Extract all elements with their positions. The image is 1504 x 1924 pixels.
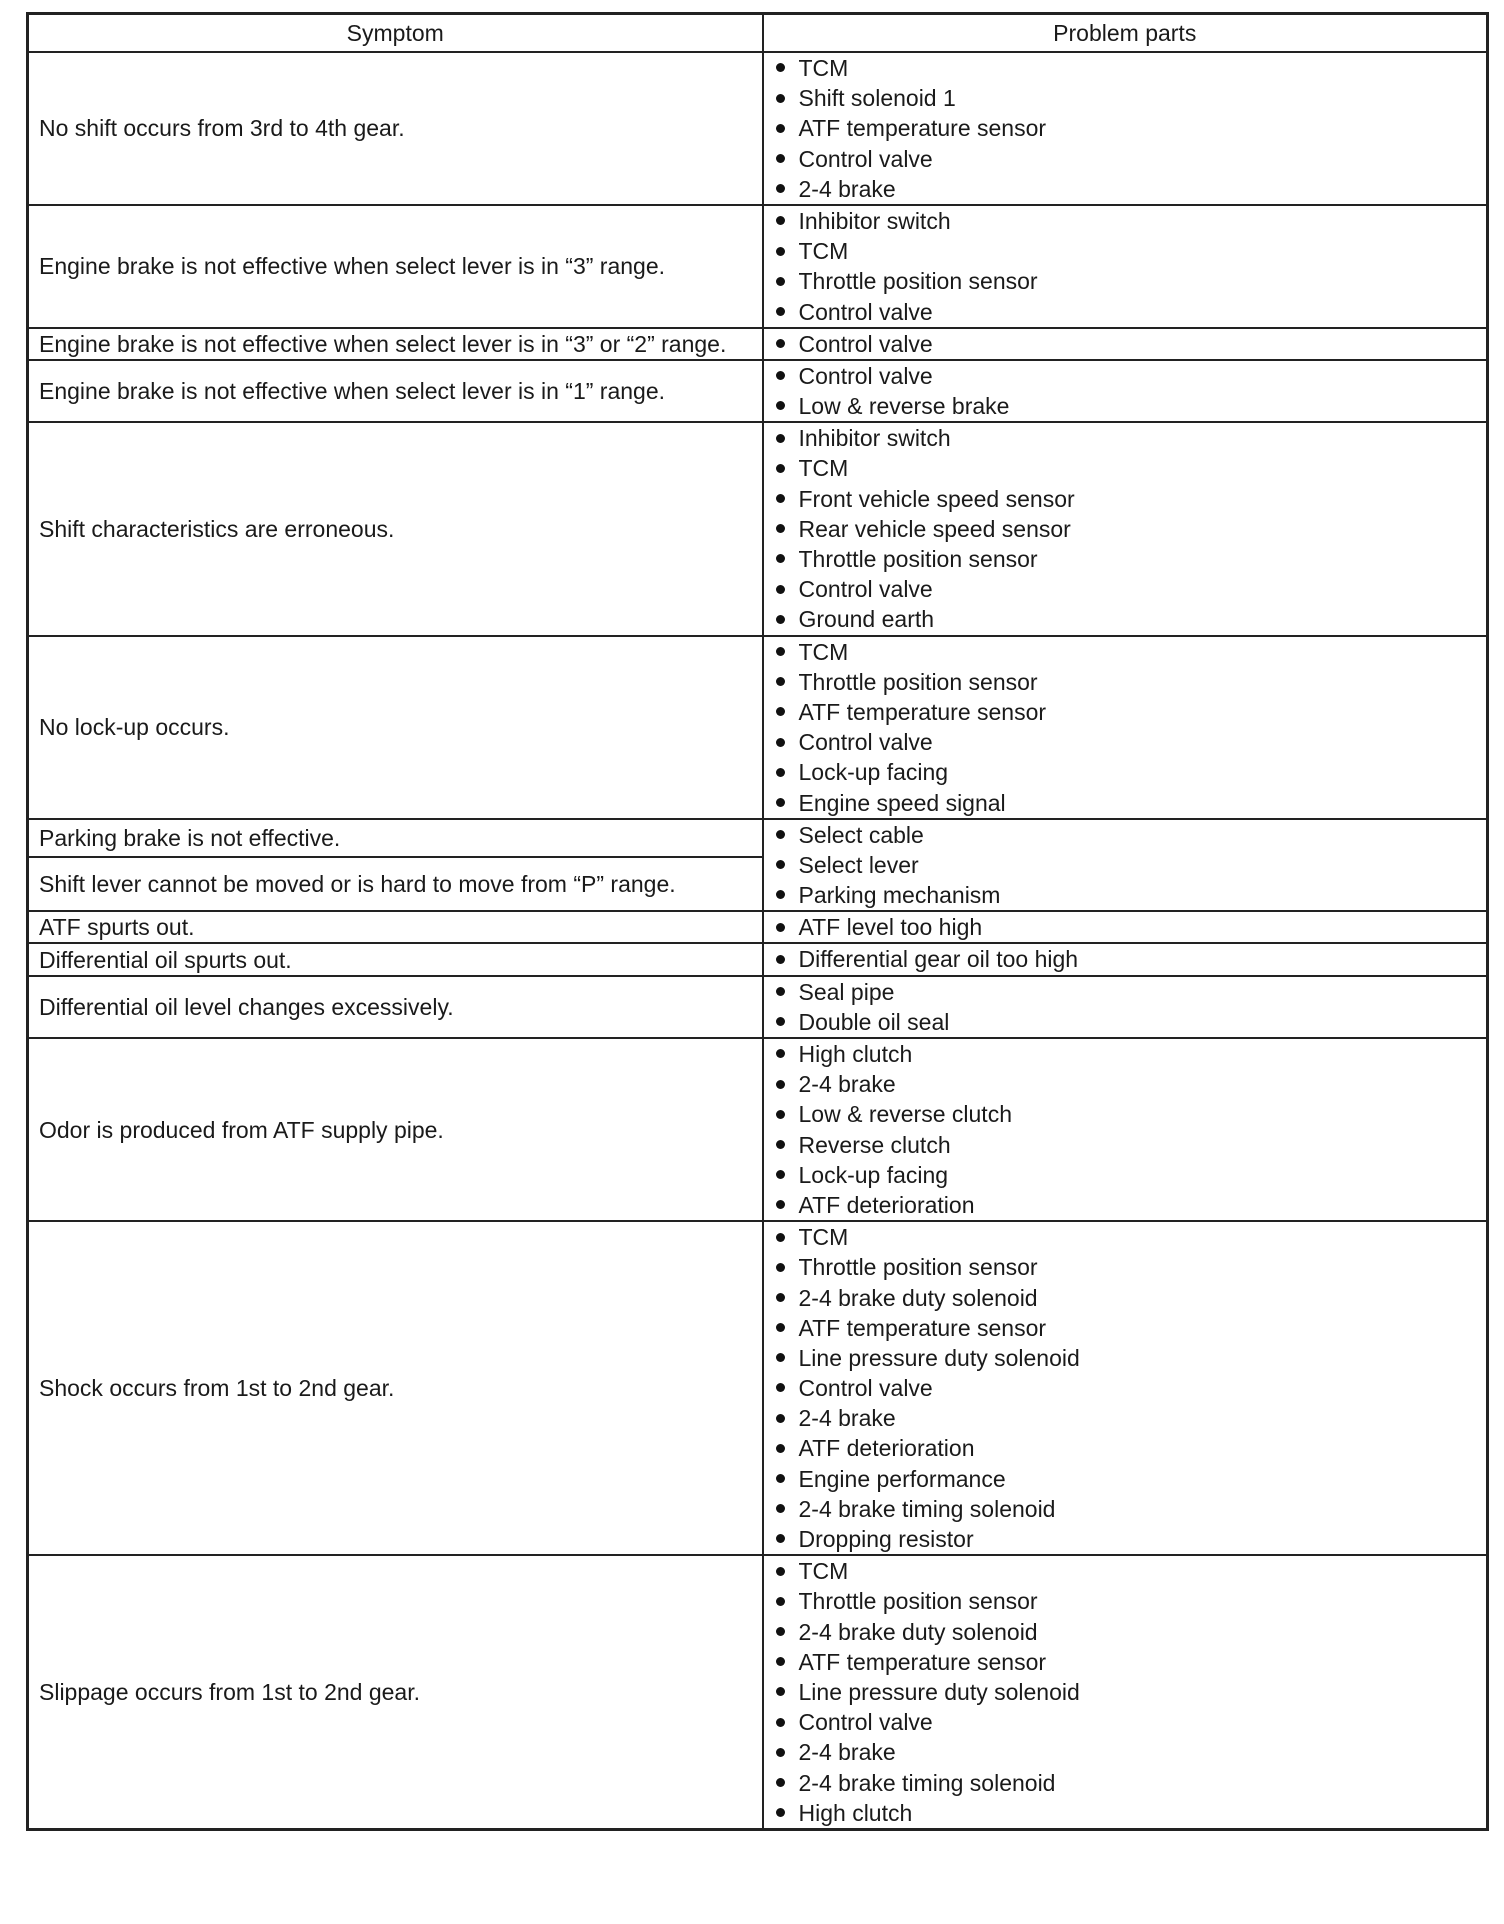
problem-part-item: ATF deterioration [772,1433,1479,1463]
table-row [28,976,1488,1038]
symptom-header: Symptom [28,14,763,53]
problem-part-item: Line pressure duty solenoid [772,1677,1479,1707]
problem-part-item: Control valve [772,361,1479,391]
problem-part-item: Inhibitor switch [772,423,1479,453]
problem-part-item: Control valve [772,1707,1479,1737]
symptom-cell: Shift characteristics are erroneous. [28,422,763,635]
problem-parts-list [772,1222,1479,1554]
problem-parts-list [772,1039,1479,1220]
problem-parts-list [772,329,1479,359]
problem-parts-cell [763,1038,1488,1221]
problem-part-item: Throttle position sensor [772,1586,1479,1616]
problem-parts-cell [763,636,1488,819]
table-row [28,328,1488,360]
problem-part-item: Dropping resistor [772,1524,1479,1554]
problem-part-item: 2-4 brake [772,1069,1479,1099]
table-row [28,1221,1488,1555]
problem-part-item: Lock-up facing [772,1160,1479,1190]
problem-part-item: Throttle position sensor [772,266,1479,296]
problem-part-item: Inhibitor switch [772,206,1479,236]
problem-parts-cell [763,1221,1488,1555]
problem-part-item: TCM [772,453,1479,483]
problem-parts-cell [763,976,1488,1038]
problem-parts-list [772,53,1479,204]
problem-part-item: TCM [772,1222,1479,1252]
symptom-cell: Slippage occurs from 1st to 2nd gear. [28,1555,763,1829]
problem-parts-cell [763,819,1488,912]
problem-part-item: Control valve [772,727,1479,757]
problem-parts-cell [763,205,1488,328]
symptom-cell: Shock occurs from 1st to 2nd gear. [28,1221,763,1555]
problem-parts-cell [763,943,1488,975]
problem-part-item: Ground earth [772,604,1479,634]
problem-parts-list [772,944,1479,974]
problem-parts-list [772,1556,1479,1828]
table-row [28,1038,1488,1221]
problem-part-item: TCM [772,53,1479,83]
problem-parts-list [772,977,1479,1037]
problem-part-item: Control valve [772,144,1479,174]
problem-parts-list [772,206,1479,327]
table-row [28,422,1488,635]
problem-part-item: 2-4 brake duty solenoid [772,1617,1479,1647]
symptom-cell: ATF spurts out. [28,911,763,943]
problem-part-item: Reverse clutch [772,1130,1479,1160]
table-body [28,52,1488,1829]
problem-part-item: Line pressure duty solenoid [772,1343,1479,1373]
problem-part-item: Low & reverse brake [772,391,1479,421]
troubleshooting-table [26,12,1489,1831]
symptom-cell: Differential oil level changes excessively. [28,976,763,1038]
problem-part-item: 2-4 brake [772,1737,1479,1767]
problem-part-item: ATF temperature sensor [772,1313,1479,1343]
problem-part-item: Throttle position sensor [772,1252,1479,1282]
problem-part-item: Engine performance [772,1464,1479,1494]
problem-part-item: ATF temperature sensor [772,113,1479,143]
problem-part-item: Control valve [772,329,1479,359]
problem-parts-cell [763,52,1488,205]
problem-part-item: Lock-up facing [772,757,1479,787]
problem-part-item: Low & reverse clutch [772,1099,1479,1129]
problem-part-item: Select cable [772,820,1479,850]
problem-part-item: TCM [772,236,1479,266]
problem-part-item: ATF temperature sensor [772,697,1479,727]
problem-parts-header: Problem parts [763,14,1488,53]
problem-part-item: ATF temperature sensor [772,1647,1479,1677]
problem-part-item: 2-4 brake duty solenoid [772,1283,1479,1313]
table-row [28,636,1488,819]
problem-part-item: 2-4 brake timing solenoid [772,1494,1479,1524]
header-row [28,14,1488,53]
symptom-cell: Engine brake is not effective when select lever is in “3” or “2” range. [28,328,763,360]
problem-part-item: Double oil seal [772,1007,1479,1037]
problem-part-item: Control valve [772,1373,1479,1403]
problem-part-item: 2-4 brake [772,174,1479,204]
problem-parts-cell [763,360,1488,422]
problem-parts-cell [763,422,1488,635]
problem-part-item: Front vehicle speed sensor [772,484,1479,514]
symptom-cell: No shift occurs from 3rd to 4th gear. [28,52,763,205]
problem-parts-list [772,912,1479,942]
symptom-cell: Engine brake is not effective when select lever is in “1” range. [28,360,763,422]
problem-part-item: TCM [772,637,1479,667]
symptom-cell: No lock-up occurs. [28,636,763,819]
problem-part-item: ATF level too high [772,912,1479,942]
problem-parts-cell [763,1555,1488,1829]
problem-part-item: Control valve [772,574,1479,604]
problem-parts-list [772,820,1479,911]
problem-part-item: 2-4 brake [772,1403,1479,1433]
problem-parts-list [772,637,1479,818]
table-row [28,943,1488,975]
problem-parts-list [772,423,1479,634]
problem-part-item: High clutch [772,1039,1479,1069]
problem-part-item: Select lever [772,850,1479,880]
symptom-cell: Engine brake is not effective when select lever is in “3” range. [28,205,763,328]
problem-part-item: High clutch [772,1798,1479,1828]
problem-part-item: Throttle position sensor [772,667,1479,697]
problem-part-item: Throttle position sensor [772,544,1479,574]
problem-part-item: Seal pipe [772,977,1479,1007]
problem-part-item: Differential gear oil too high [772,944,1479,974]
table-row [28,1555,1488,1829]
problem-parts-cell [763,911,1488,943]
symptom-cell: Odor is produced from ATF supply pipe. [28,1038,763,1221]
symptom-cell: Parking brake is not effective. [28,819,763,857]
table-row [28,205,1488,328]
problem-part-item: Parking mechanism [772,880,1479,910]
problem-part-item: Engine speed signal [772,788,1479,818]
problem-part-item: 2-4 brake timing solenoid [772,1768,1479,1798]
table-row [28,52,1488,205]
problem-parts-list [772,361,1479,421]
table-row [28,911,1488,943]
table-row [28,360,1488,422]
table-row [28,819,1488,857]
symptom-cell: Shift lever cannot be moved or is hard to move from “P” range. [28,857,763,912]
problem-part-item: TCM [772,1556,1479,1586]
symptom-cell: Differential oil spurts out. [28,943,763,975]
problem-part-item: Control valve [772,297,1479,327]
problem-parts-cell [763,328,1488,360]
problem-part-item: ATF deterioration [772,1190,1479,1220]
problem-part-item: Rear vehicle speed sensor [772,514,1479,544]
problem-part-item: Shift solenoid 1 [772,83,1479,113]
